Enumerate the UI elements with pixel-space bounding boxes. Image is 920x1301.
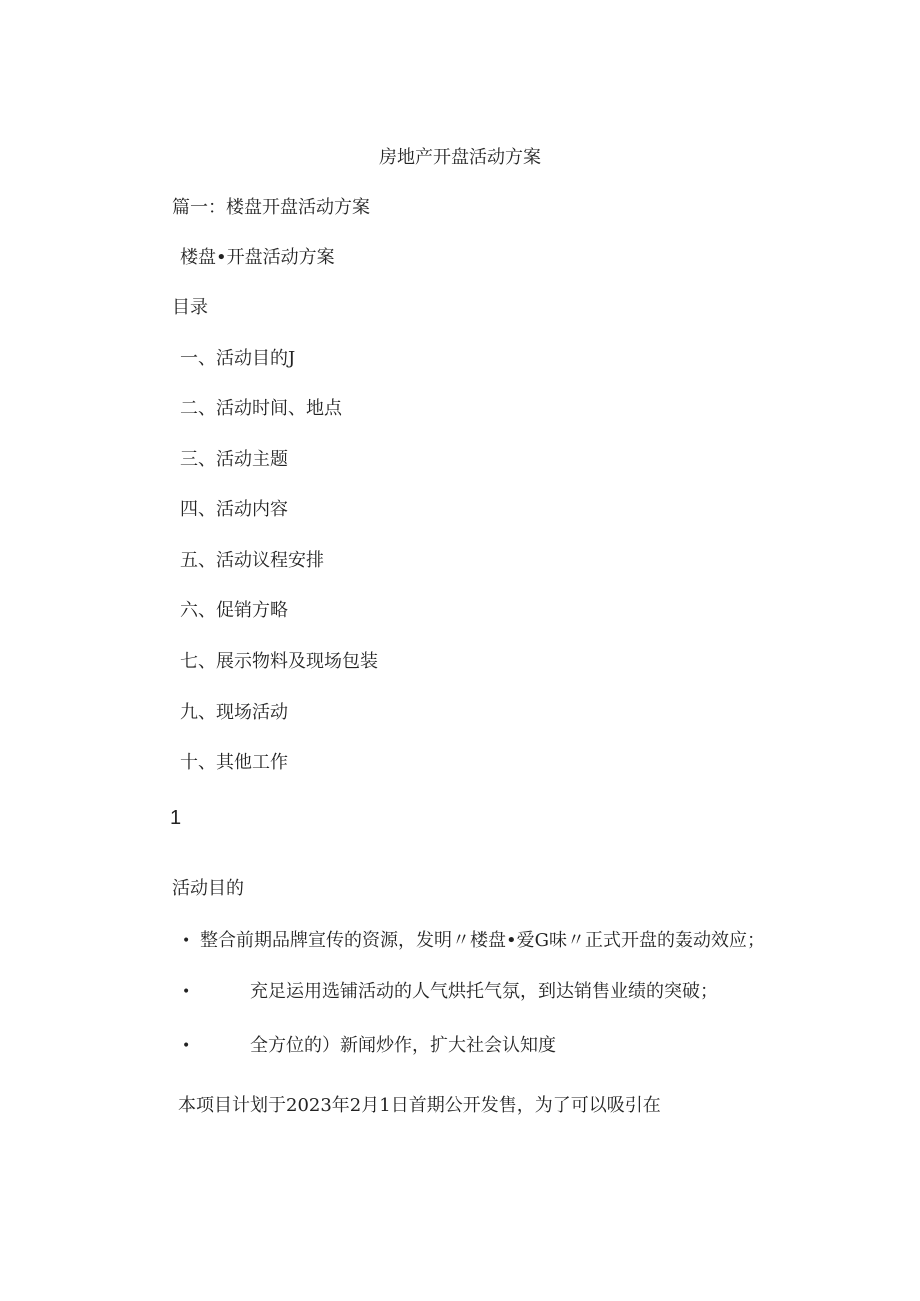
bullet-marker: • (182, 933, 191, 949)
toc-item: 十、其他工作 (180, 752, 288, 773)
toc-item: 九、现场活动 (180, 702, 288, 723)
bullet-marker: • (182, 984, 191, 1000)
list-item: 整合前期品牌宣传的资源，发明〃楼盘•爱G味〃正式开盘的轰动效应； (200, 930, 765, 951)
list-item: 全方位的）新闻炒作，扩大社会认知度 (250, 1035, 556, 1056)
section-heading: 活动目的 (172, 878, 244, 899)
toc-item: 二、活动时间、地点 (180, 398, 342, 419)
document-title: 房地产开盘活动方案 (379, 147, 541, 168)
chapter-heading: 篇一：楼盘开盘活动方案 (172, 197, 370, 218)
body-paragraph: 本项目计划于2023年2月1日首期公开发售，为了可以吸引在 (178, 1095, 661, 1116)
toc-item: 五、活动议程安排 (180, 550, 324, 571)
toc-item: 四、活动内容 (180, 499, 288, 520)
page-number: 1 (170, 807, 182, 829)
toc-item: 七、展示物料及现场包装 (180, 651, 378, 672)
toc-item: 三、活动主题 (180, 449, 288, 470)
list-item: 充足运用选铺活动的人气烘托气氛，到达销售业绩的突破； (250, 981, 718, 1002)
toc-item: 一、活动目的J (180, 348, 296, 369)
document-subtitle: 楼盘•开盘活动方案 (180, 247, 335, 268)
toc-heading: 目录 (172, 297, 208, 318)
toc-item: 六、促销方略 (180, 600, 288, 621)
bullet-marker: • (182, 1038, 191, 1054)
